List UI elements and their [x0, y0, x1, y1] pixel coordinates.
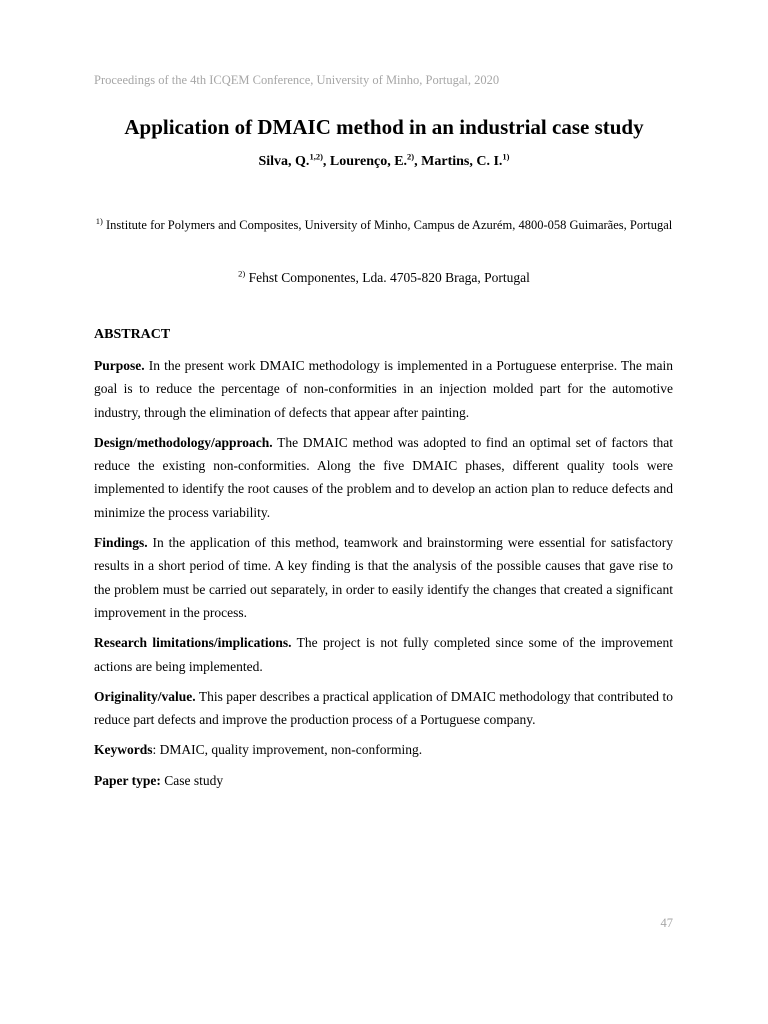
abstract-paragraph: [94, 431, 673, 524]
paper-type: [94, 769, 673, 792]
keywords-label: Keywords: [94, 742, 153, 758]
affiliation-text: Institute for Polymers and Composites, University of Minho, Campus de Azurém, 4800-058 Guimarães, Portugal: [105, 218, 673, 232]
abstract-paragraph: [94, 631, 673, 678]
paragraph-text: In the present work DMAIC methodology is implemented in a Portuguese enterprise. The main goal is to reduce the percentage of non-conformities in an injection molded part for the automotive industry, through the elimination of defects that appear after painting.: [94, 358, 673, 420]
author-name: Silva, Q.: [258, 154, 310, 169]
abstract-paragraph: [94, 531, 673, 624]
paragraph-label: Purpose.: [94, 358, 145, 373]
paragraph-text: In the application of this method, teamwork and brainstorming were essential for satisfactory results in a short period of time. A key finding is that the analysis of the possible causes that gave rise to the problem must be carried out separately, in order to easily identify the changes that created a significant improvement in the process.: [94, 535, 674, 620]
author-affiliation-mark: 1,2): [309, 151, 323, 162]
keywords: [94, 738, 673, 761]
affiliation-text: Fehst Componentes, Lda. 4705-820 Braga, Portugal: [248, 270, 530, 285]
abstract-heading: ABSTRACT: [94, 327, 171, 342]
affiliation: [94, 214, 674, 237]
paper-title: Application of DMAIC method in an industrial case study: [124, 115, 644, 139]
paragraph-text: The DMAIC method was adopted to find an optimal set of factors that reduce the existing non-conformities. Along the five DMAIC phases, different quality tools were implemented to identify the root causes of the problem and to develop an action plan to reduce defects and minimize the process variability.: [94, 434, 673, 520]
author-affiliation-mark: 2): [407, 151, 415, 162]
paragraph-label: Findings.: [94, 535, 148, 551]
paragraph-label: Originality/value.: [94, 688, 196, 704]
affiliation-mark: 1): [95, 215, 103, 226]
author-name: Lourenço, E.: [329, 154, 408, 169]
paragraph-label: Design/methodology/approach.: [94, 434, 273, 450]
author-name: Martins, C. I.: [421, 154, 503, 169]
paragraph-text: The project is not fully completed since some of the improvement actions are being implemented.: [94, 635, 673, 674]
abstract-body: [94, 354, 673, 799]
author-separator: ,: [322, 154, 330, 169]
running-header: Proceedings of the 4th ICQEM Conference, University of Minho, Portugal, 2020: [94, 73, 500, 87]
paragraph-text: This paper describes a practical application of DMAIC methodology that contributed to reduce part defects and improve the production process of a Portuguese company.: [94, 688, 673, 728]
affiliation-mark: 2): [238, 268, 246, 279]
author-affiliation-mark: 1): [502, 151, 510, 162]
author-list: [0, 151, 768, 170]
paper-type-label: Paper type:: [94, 772, 161, 788]
paper-type-text: Case study: [164, 772, 224, 788]
abstract-paragraph: [94, 354, 673, 424]
author-separator: ,: [414, 154, 422, 169]
affiliation: [94, 266, 674, 289]
paragraph-label: Research limitations/implications.: [94, 635, 292, 651]
abstract-paragraph: [94, 685, 673, 732]
page-number: 47: [660, 916, 673, 930]
keywords-text: : DMAIC, quality improvement, non-conforming.: [152, 742, 423, 758]
